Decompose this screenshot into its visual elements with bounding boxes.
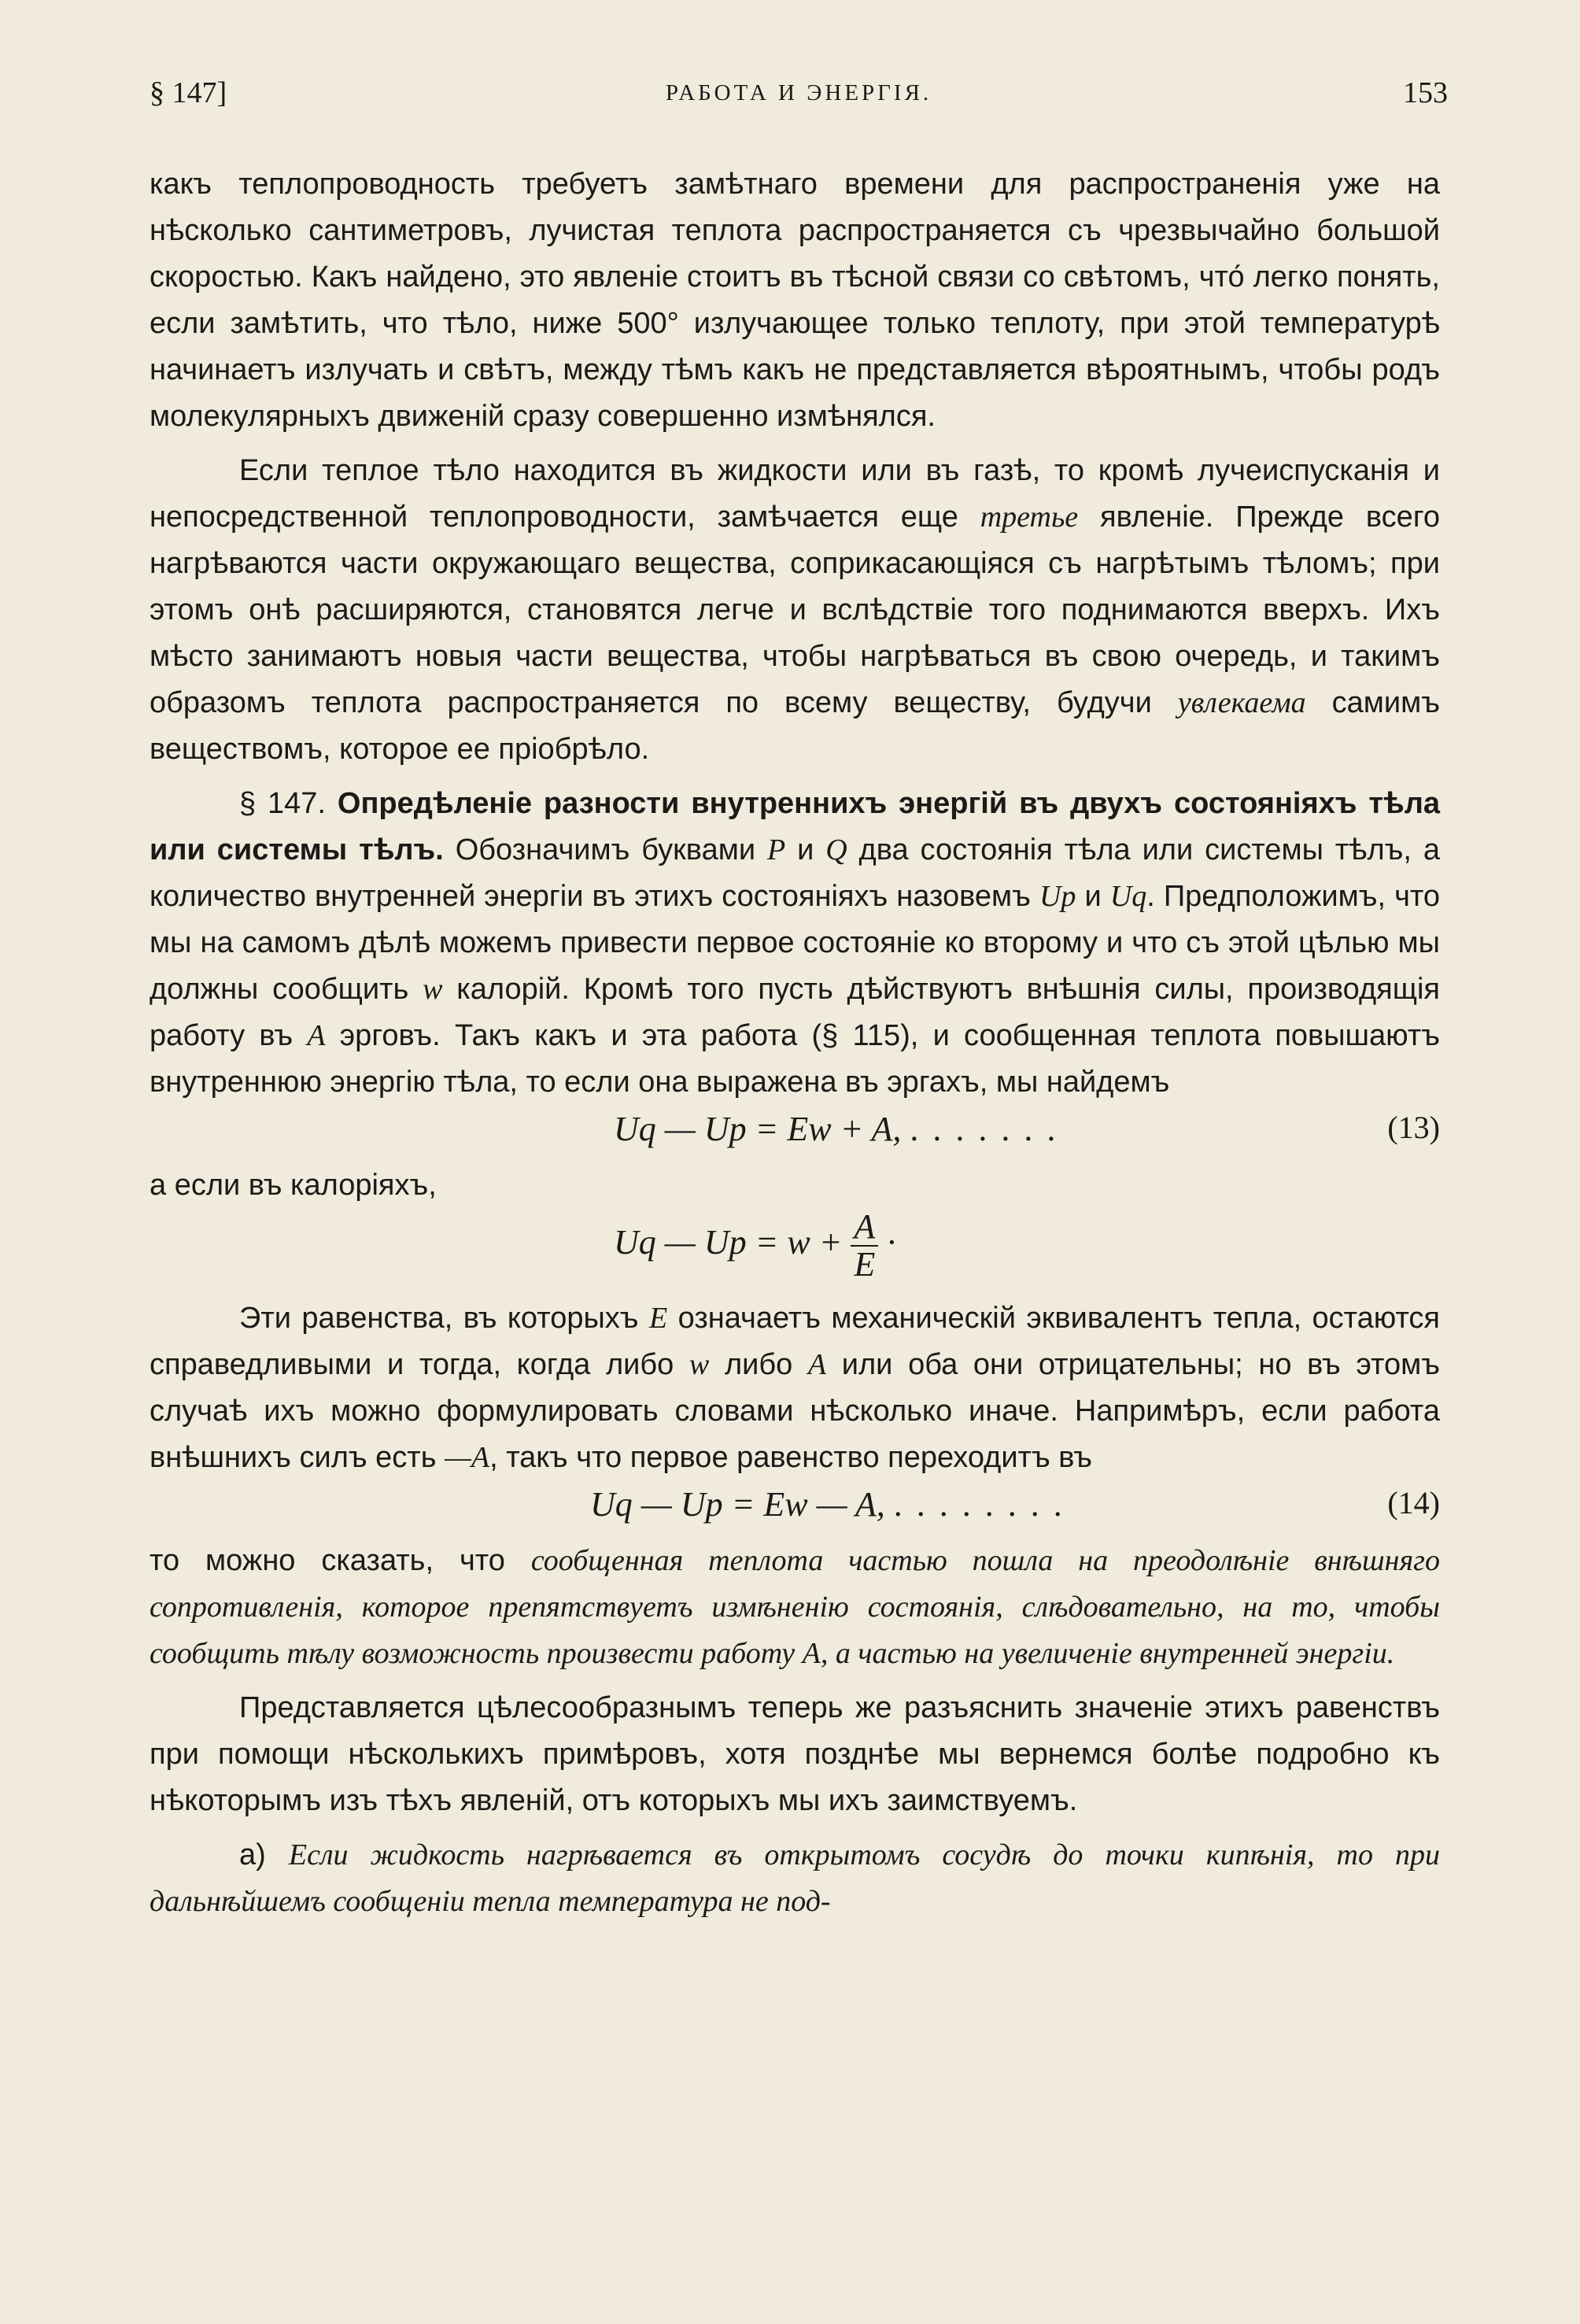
paragraph-example-a: а) Если жидкость нагрѣвается въ открытомъ сосудѣ до точки кипѣнія, то при дальнѣйшемъ сообщеніи тепла температура не под- [150, 1838, 1440, 1918]
running-title: РАБОТА И ЭНЕРГІЯ. [665, 80, 932, 105]
equation-14: Uq — Up = Ew — A, ........ (14) [590, 1485, 1440, 1524]
paragraph-examples: Представляется цѣлесообразнымъ теперь же разъяснить значеніе этихъ равенствъ при помощи нѣсколькихъ примѣровъ, хотя позднѣе мы вернемся болѣе подробно къ нѣкоторымъ изъ тѣхъ явленій, отъ которыхъ мы ихъ заимствуемъ. [150, 1691, 1440, 1817]
equation-number: (14) [1387, 1485, 1440, 1520]
page-body [150, 161, 1440, 1925]
paragraph-equalities: Эти равенства, въ которыхъ E означаетъ механическій эквивалентъ тепла, остаются справедливыми и тогда, когда либо w либо A или оба они отрицательны; но въ этомъ случаѣ ихъ можно формулировать словами нѣсколько иначе. Напримѣръ, если работа внѣшнихъ силъ есть —A, такъ что первое равенство переходитъ въ [150, 1302, 1441, 1474]
section-reference: § 147] [150, 76, 227, 109]
calories-line: а если въ калоріяхъ, [150, 1169, 437, 1202]
section-147-paragraph: § 147. Опредѣленіе разности внутреннихъ энергій въ двухъ состояніяхъ тѣла или системы тѣлъ. Обозначимъ буквами P и Q два состоянія тѣла или системы тѣлъ, а количество внутренней энергіи въ этихъ состояніяхъ назовемъ Up и Uq. Предположимъ, что мы на самомъ дѣлѣ можемъ привести первое состояніе ко второму и что съ этой цѣлью мы должны сообщить w калорій. Кромѣ того пусть дѣйствуютъ внѣшнія силы, производящія работу въ A эрговъ. Такъ какъ и эта работа (§ 115), и сообщенная теплота повышаютъ внутреннюю энергію тѣла, то если она выражена въ эргахъ, мы найдемъ [150, 787, 1441, 1099]
running-header [150, 76, 1448, 115]
section-heading: Опредѣленіе разности внутреннихъ энергій въ двухъ состояніяхъ тѣла или системы тѣлъ. [150, 787, 1440, 866]
page-number: 153 [1403, 76, 1448, 109]
equation-calories: Uq — Up = w + $\frac{A}{E}$ · [614, 1207, 896, 1284]
equation-number: (13) [1387, 1110, 1440, 1145]
equation-13: Uq — Up = Ew + A, ....... (13) [614, 1110, 1440, 1148]
paragraph-heat-part: то можно сказать, что сообщенная теплота частью пошла на преодолѣніе внѣшняго сопротивленія, которое препятствуетъ измѣненію состоянія, слѣдовательно, на то, чтобы сообщить тѣлу возможность произвести работу A, а частью на увеличеніе внутренней энергіи. [150, 1544, 1440, 1670]
paragraph-radiant-heat: какъ теплопроводность требуетъ замѣтнаго времени для распространенія уже на нѣсколько сантиметровъ, лучистая теплота распространяется съ чрезвычайно большой скоростью. Какъ найдено, это явленіе стоитъ въ тѣсной связи со свѣтомъ, что́ легко понять, если замѣтить, что тѣло, ниже 500° излучающее только теплоту, при этой температурѣ начинаетъ излучать и свѣтъ, между тѣмъ какъ не представляется вѣроятнымъ, чтобы родъ молекулярныхъ движеній сразу совершенно измѣнялся. [150, 168, 1440, 433]
paragraph-convection: Если теплое тѣло находится въ жидкости или въ газѣ, то кромѣ лучеиспусканія и непосредственной теплопроводности, замѣчается еще третье явленіе. Прежде всего нагрѣваются части окружающаго вещества, соприкасающіяся съ нагрѣтымъ тѣломъ; при этомъ онѣ расширяются, становятся легче и вслѣдствіе того поднимаются вверхъ. Ихъ мѣсто занимаютъ новыя части вещества, чтобы нагрѣваться въ свою очередь, и такимъ образомъ теплота распространяется по всему веществу, будучи увлекаема самимъ веществомъ, которое ее пріобрѣло. [150, 454, 1440, 766]
fraction-a-over-e: $\frac{A}{E}$ [851, 1209, 878, 1283]
